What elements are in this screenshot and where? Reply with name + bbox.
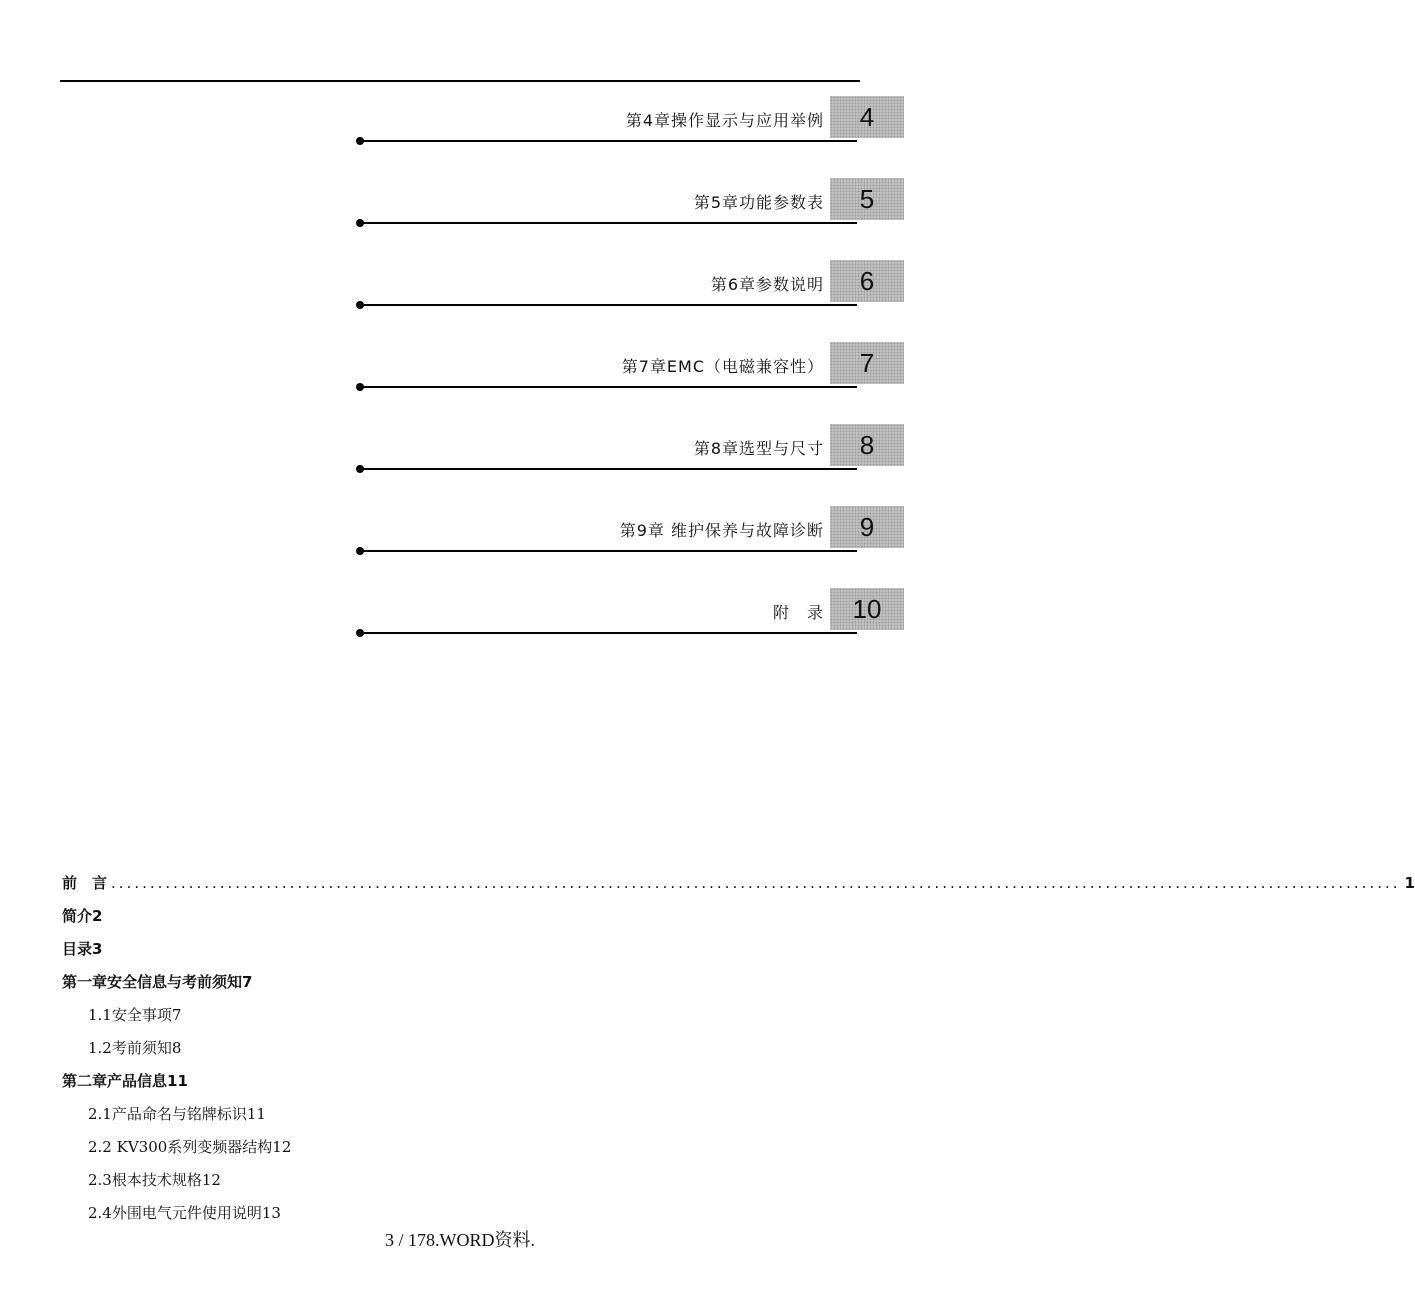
toc-entry[interactable]: 目录3 [62, 940, 103, 958]
chapter-label: 第7章EMC（电磁兼容性） [621, 357, 824, 376]
toc-entry-title: 前 言 [62, 874, 108, 892]
table-of-contents [62, 872, 1415, 1235]
chapter-label: 第4章操作显示与应用举例 [625, 111, 824, 130]
chapter-tab-6[interactable] [0, 265, 920, 328]
chapter-rule [360, 550, 857, 552]
chapter-label: 第6章参数说明 [710, 275, 824, 294]
chapter-tab-4[interactable] [0, 101, 920, 164]
chapter-number-box [830, 260, 904, 302]
chapter-label: 附 录 [772, 603, 824, 622]
toc-page-number: 1 [1404, 874, 1415, 892]
chapter-number: 9 [859, 511, 875, 542]
chapter-tab-5[interactable] [0, 183, 920, 246]
toc-entry[interactable]: 2.2 KV300系列变频器结构12 [88, 1138, 292, 1156]
chapter-tab-9[interactable] [0, 511, 920, 574]
chapter-number: 8 [859, 429, 875, 460]
chapter-rule [360, 222, 857, 224]
chapter-rule [360, 304, 857, 306]
toc-entry[interactable]: 简介2 [62, 907, 103, 925]
chapter-number-box [830, 96, 904, 138]
chapter-rule [360, 386, 857, 388]
toc-entry[interactable]: 2.1产品命名与铭牌标识11 [88, 1105, 266, 1123]
toc-entry[interactable]: 1.1安全事项7 [88, 1006, 182, 1024]
toc-entry[interactable]: 2.3根本技术规格12 [88, 1171, 221, 1189]
chapter-number: 7 [859, 347, 875, 378]
chapter-number-box [830, 178, 904, 220]
chapter-number-box [830, 342, 904, 384]
toc-entry[interactable]: 第一章安全信息与考前须知7 [62, 973, 253, 991]
chapter-label: 第9章 维护保养与故障诊断 [619, 521, 824, 540]
chapter-rule [360, 140, 857, 142]
toc-entry[interactable]: 2.4外围电气元件使用说明13 [88, 1204, 281, 1222]
top-rule [60, 80, 860, 82]
chapter-number: 10 [852, 593, 882, 624]
toc-entry-preface[interactable] [62, 872, 1415, 905]
chapter-tab-7[interactable] [0, 347, 920, 410]
page-footer: 3 / 178.WORD资料. [385, 1230, 535, 1250]
chapter-tab-appendix[interactable] [0, 593, 920, 656]
chapter-rule [360, 632, 857, 634]
toc-entry[interactable]: 第二章产品信息11 [62, 1072, 188, 1090]
chapter-label: 第8章选型与尺寸 [693, 439, 824, 458]
chapter-rule [360, 468, 857, 470]
chapter-number-box [830, 424, 904, 466]
toc-leader-dots: ...................................................................................................................................................................... [111, 874, 1401, 892]
chapter-number-box [830, 588, 904, 630]
chapter-number: 4 [859, 101, 875, 132]
chapter-label: 第5章功能参数表 [693, 193, 824, 212]
chapter-number: 5 [859, 183, 875, 214]
chapter-tab-8[interactable] [0, 429, 920, 492]
chapter-number-box [830, 506, 904, 548]
chapter-number: 6 [859, 265, 875, 296]
toc-entry[interactable]: 1.2考前须知8 [88, 1039, 182, 1057]
